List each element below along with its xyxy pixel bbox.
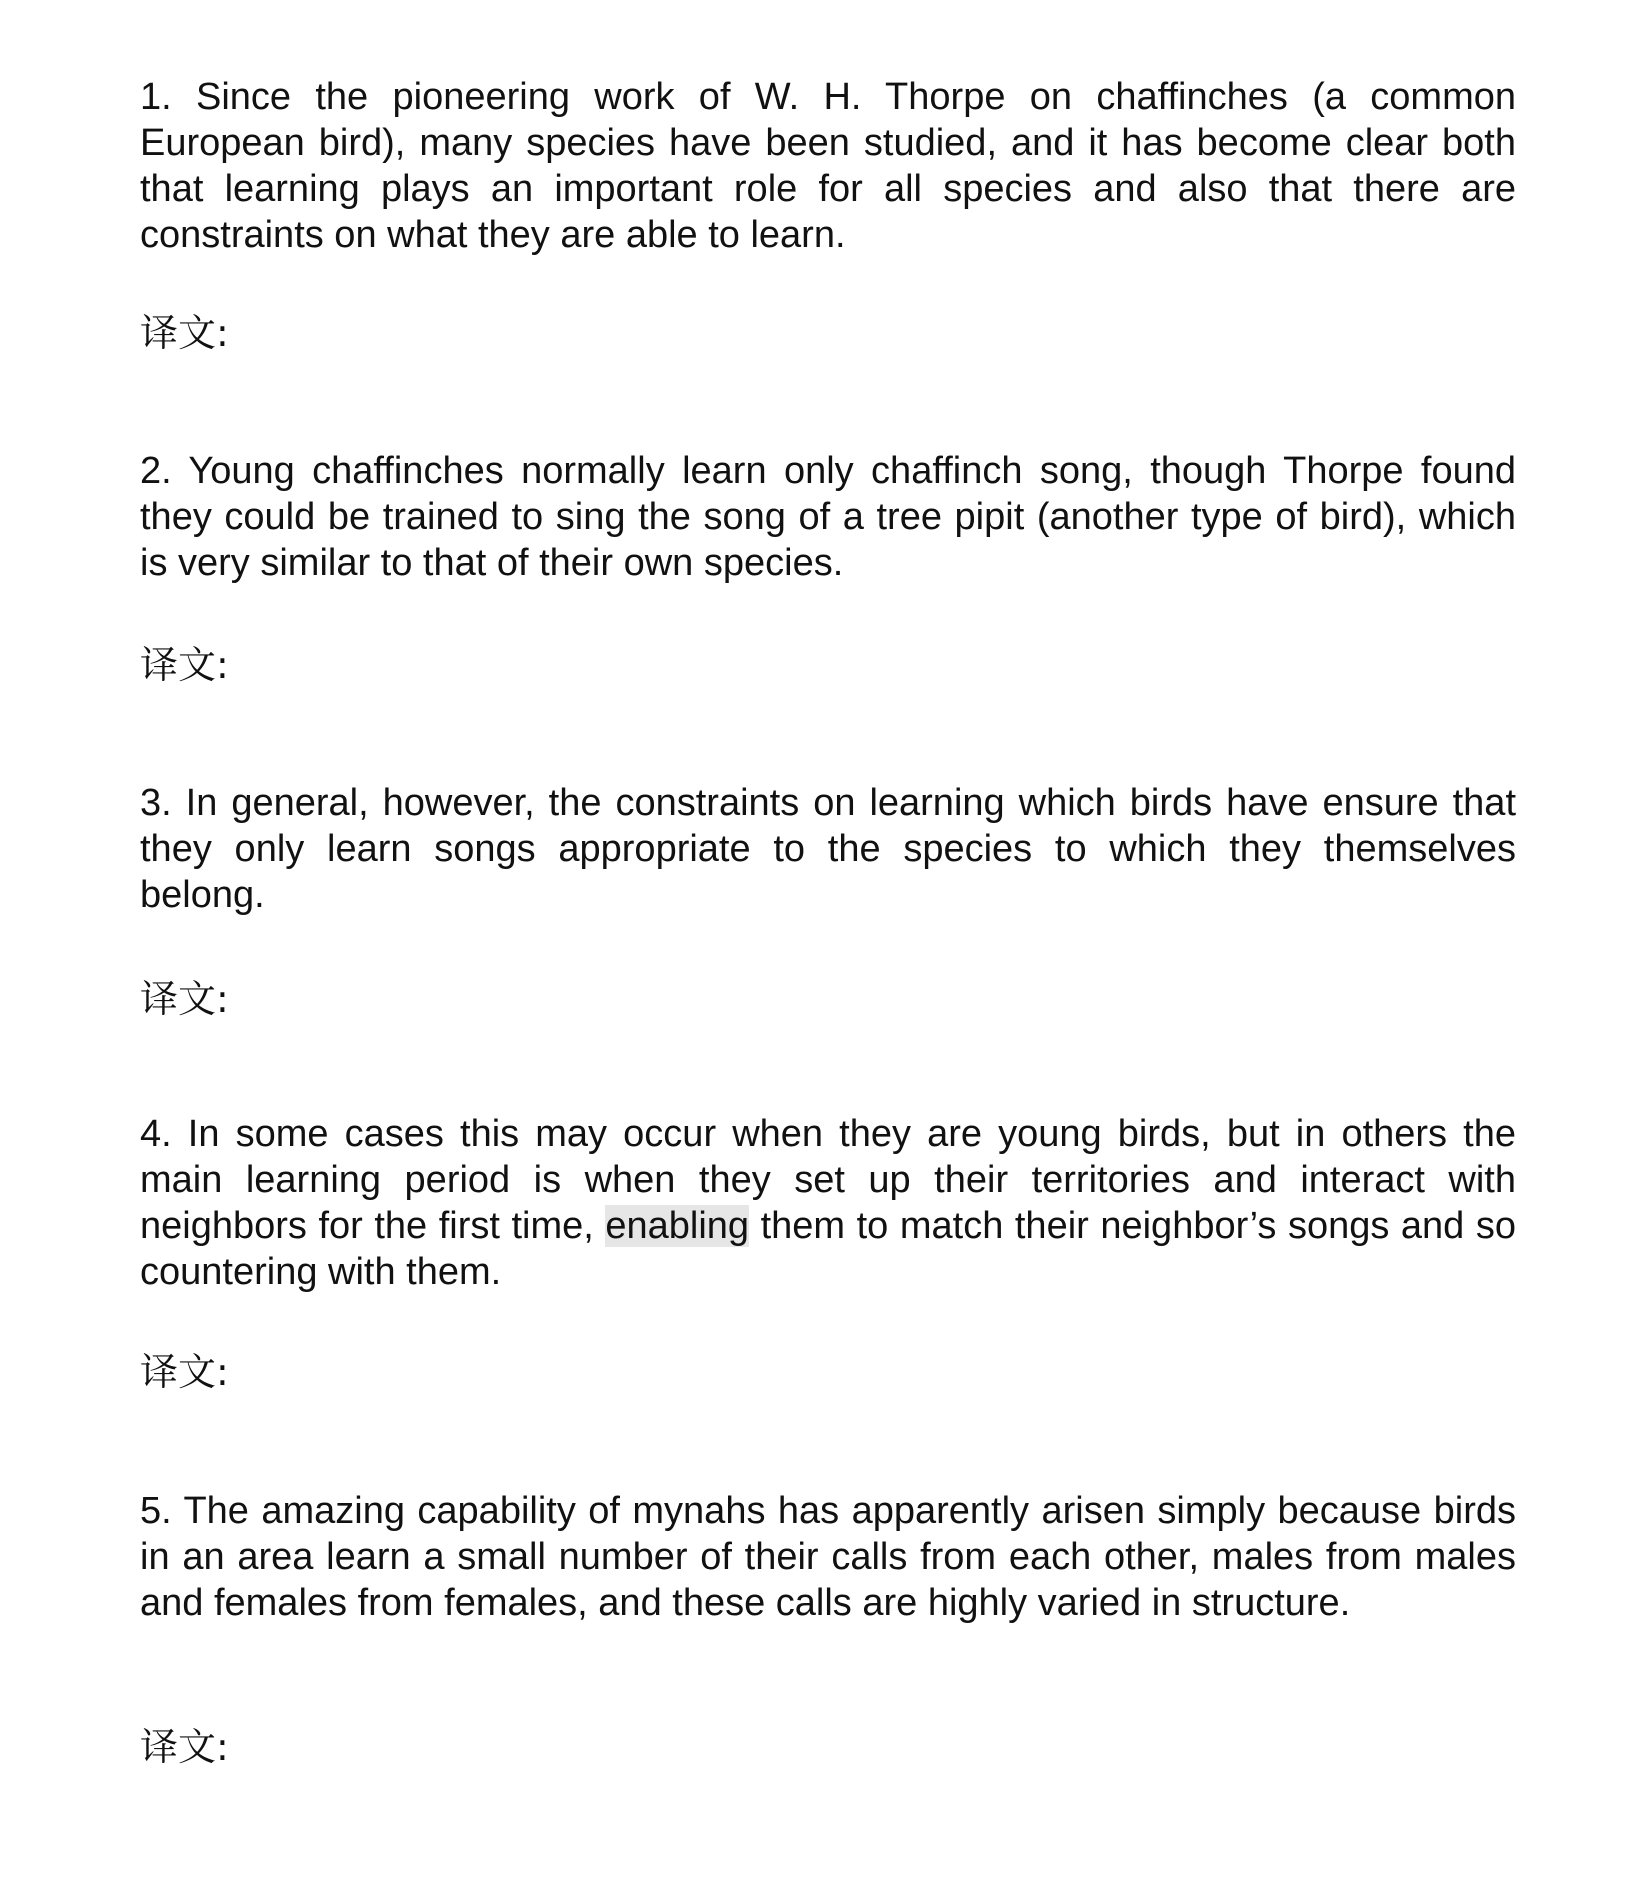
sentence-text-part: 4. In some cases this may occur when they are young birds, but in others the main learning period is when they set up their territories and interact with neighbors for the first time, xyxy=(140,1113,1516,1247)
sentence-text: 5. The amazing capability of mynahs has apparently arisen simply because birds in an area learn a small number of their calls from each other, males from males and females from females, and these calls are highly varied in structure. xyxy=(140,1490,1516,1624)
translation-label: 译文: xyxy=(140,643,229,687)
sentence-text: 3. In general, however, the constraints on learning which birds have ensure that they only learn songs appropriate to the species to which they themselves belong. xyxy=(140,782,1516,916)
sentence-item-2 xyxy=(140,448,1516,687)
sentence-text-part: them to match their neighbor’s songs and so countering with them. xyxy=(140,1205,1516,1293)
translation-label: 译文: xyxy=(140,1350,229,1394)
sentence-item-5 xyxy=(140,1488,1516,1769)
sentence-text: 2. Young chaffinches normally learn only chaffinch song, though Thorpe found they could be trained to sing the song of a tree pipit (another type of bird), which is very similar to that of their own species. xyxy=(140,450,1516,584)
translation-label: 译文: xyxy=(140,311,229,355)
sentence-text xyxy=(140,1111,1516,1295)
translation-label: 译文: xyxy=(140,1725,229,1769)
sentence-item-1 xyxy=(140,74,1516,355)
sentence-text: 1. Since the pioneering work of W. H. Thorpe on chaffinches (a common European bird), many species have been studied, and it has become clear both that learning plays an important role for all species and also that there are constraints on what they are able to learn. xyxy=(140,76,1516,256)
translation-label: 译文: xyxy=(140,977,229,1021)
sentence-item-3 xyxy=(140,780,1516,1021)
sentence-item-4 xyxy=(140,1111,1516,1394)
highlighted-word: enabling xyxy=(605,1205,750,1247)
